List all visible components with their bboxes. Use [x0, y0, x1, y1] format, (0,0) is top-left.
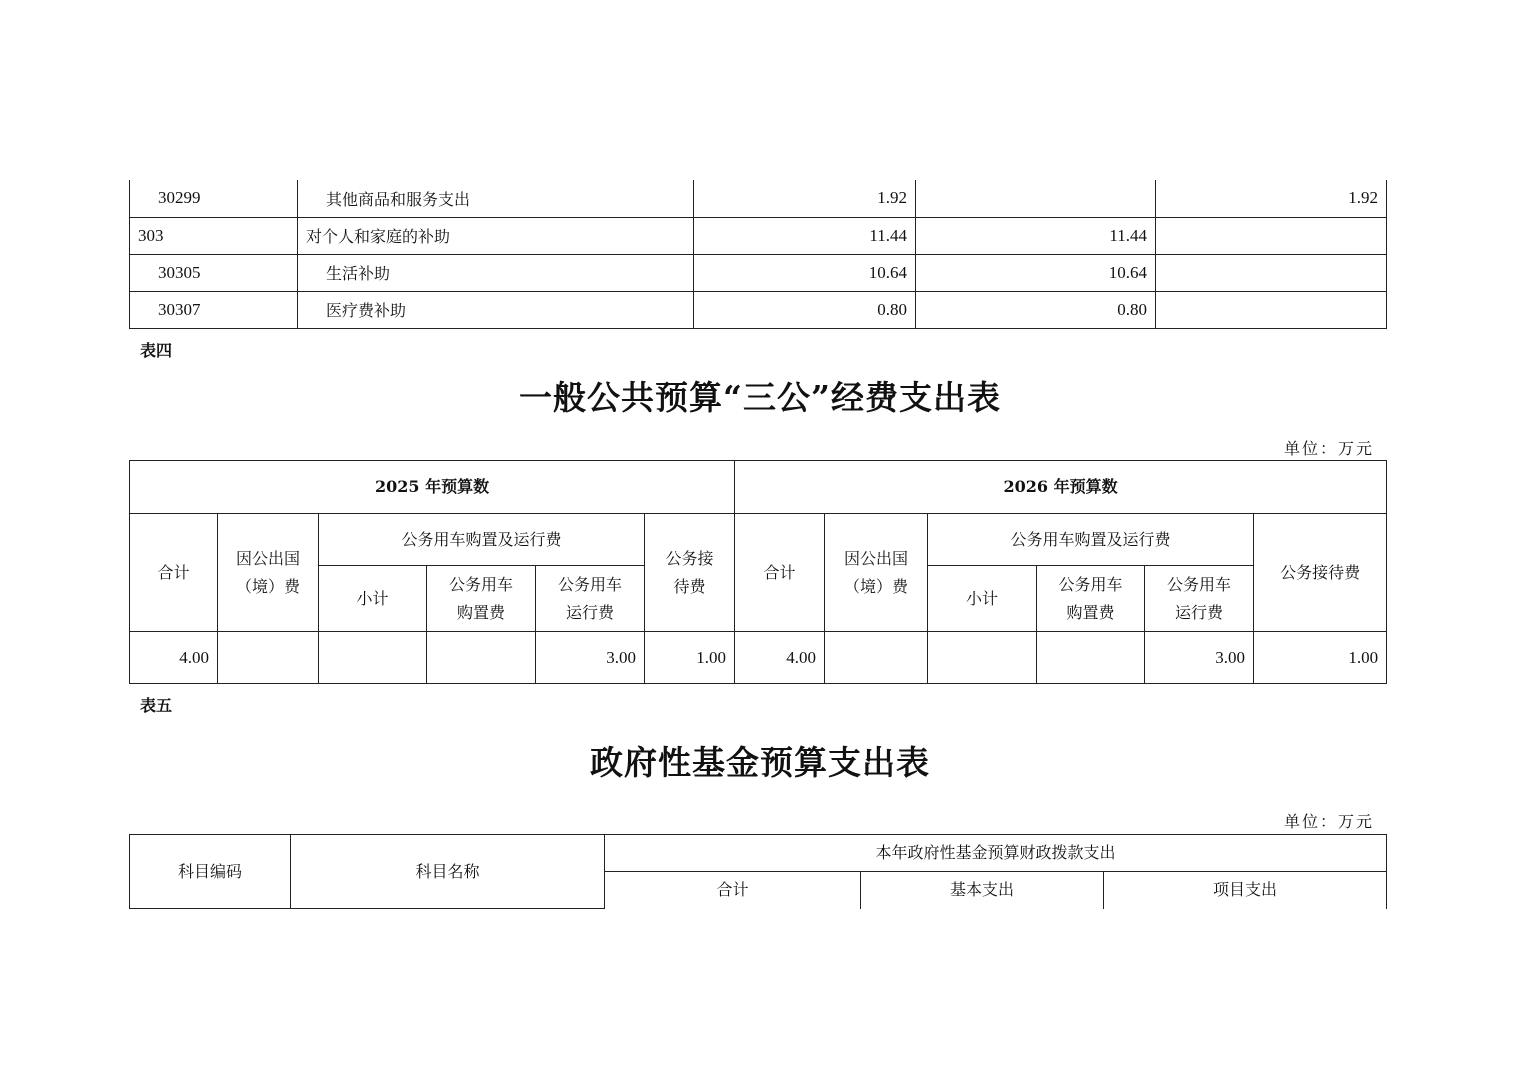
- subtotal-2026-value: [928, 632, 1037, 684]
- subtotal-2025-value: [319, 632, 427, 684]
- subtotal-header: 小计: [319, 566, 427, 632]
- total-value: 10.64: [694, 254, 916, 291]
- subtotal-header: 小计: [928, 566, 1037, 632]
- vehicle-purchase-header: 公务用车购置费: [1037, 566, 1145, 632]
- vehicle-group-header: 公务用车购置及运行费: [928, 514, 1254, 566]
- total-2026-value: 4.00: [735, 632, 825, 684]
- table-label: 表四: [140, 341, 173, 360]
- total-value: 0.80: [694, 291, 916, 328]
- abroad-2026-value: [825, 632, 928, 684]
- page-title: 一般公共预算“三公”经费支出表: [519, 378, 1001, 417]
- fund-group-header: 本年政府性基金预算财政拨款支出: [605, 835, 1387, 872]
- subject-code: 30307: [130, 291, 298, 328]
- vehicle-group-header: 公务用车购置及运行费: [319, 514, 645, 566]
- total-value: 1.92: [694, 180, 916, 217]
- subject-name: 其他商品和服务支出: [298, 180, 694, 217]
- basic-value: 11.44: [916, 217, 1156, 254]
- reception-header: 公务接待费: [645, 514, 735, 632]
- table-label: 表五: [140, 696, 173, 715]
- vehicle-operation-header: 公务用车运行费: [1145, 566, 1254, 632]
- project-value: [1156, 217, 1387, 254]
- subject-name: 对个人和家庭的补助: [298, 217, 694, 254]
- project-value: 1.92: [1156, 180, 1387, 217]
- abroad-header: 因公出国（境）费: [825, 514, 928, 632]
- basic-value: 10.64: [916, 254, 1156, 291]
- subject-code: 303: [130, 217, 298, 254]
- subject-name: 医疗费补助: [298, 291, 694, 328]
- subject-code: 30305: [130, 254, 298, 291]
- basic-value: [916, 180, 1156, 217]
- table-row: [130, 254, 1387, 291]
- purchase-2025-value: [427, 632, 536, 684]
- subject-code: 30299: [130, 180, 298, 217]
- table-row: [130, 291, 1387, 328]
- year-2025-header: 2025 年预算数: [130, 461, 735, 514]
- unit-note: 单位：万元: [1283, 439, 1374, 458]
- reception-header: 公务接待费: [1254, 514, 1387, 632]
- purchase-2026-value: [1037, 632, 1145, 684]
- year-2026-header: 2026 年预算数: [735, 461, 1387, 514]
- subject-name: 生活补助: [298, 254, 694, 291]
- project-value: [1156, 254, 1387, 291]
- reception-2025-value: 1.00: [645, 632, 735, 684]
- project-header: 项目支出: [1104, 872, 1387, 909]
- abroad-2025-value: [218, 632, 319, 684]
- basic-value: 0.80: [916, 291, 1156, 328]
- total-value: 11.44: [694, 217, 916, 254]
- table-row: [130, 217, 1387, 254]
- table-row: [130, 632, 1387, 684]
- total-header: 合计: [130, 514, 218, 632]
- operation-2025-value: 3.00: [536, 632, 645, 684]
- government-fund-table: [129, 834, 1387, 909]
- expense-detail-table: [129, 180, 1387, 329]
- total-2025-value: 4.00: [130, 632, 218, 684]
- vehicle-purchase-header: 公务用车购置费: [427, 566, 536, 632]
- total-header: 合计: [735, 514, 825, 632]
- basic-header: 基本支出: [861, 872, 1104, 909]
- table-row: [130, 180, 1387, 217]
- three-public-expense-table: [129, 460, 1387, 684]
- unit-note: 单位：万元: [1283, 812, 1374, 831]
- abroad-header: 因公出国（境）费: [218, 514, 319, 632]
- operation-2026-value: 3.00: [1145, 632, 1254, 684]
- name-header: 科目名称: [291, 835, 605, 909]
- code-header: 科目编码: [130, 835, 291, 909]
- total-header: 合计: [605, 872, 861, 909]
- page-title: 政府性基金预算支出表: [590, 743, 930, 782]
- project-value: [1156, 291, 1387, 328]
- vehicle-operation-header: 公务用车运行费: [536, 566, 645, 632]
- reception-2026-value: 1.00: [1254, 632, 1387, 684]
